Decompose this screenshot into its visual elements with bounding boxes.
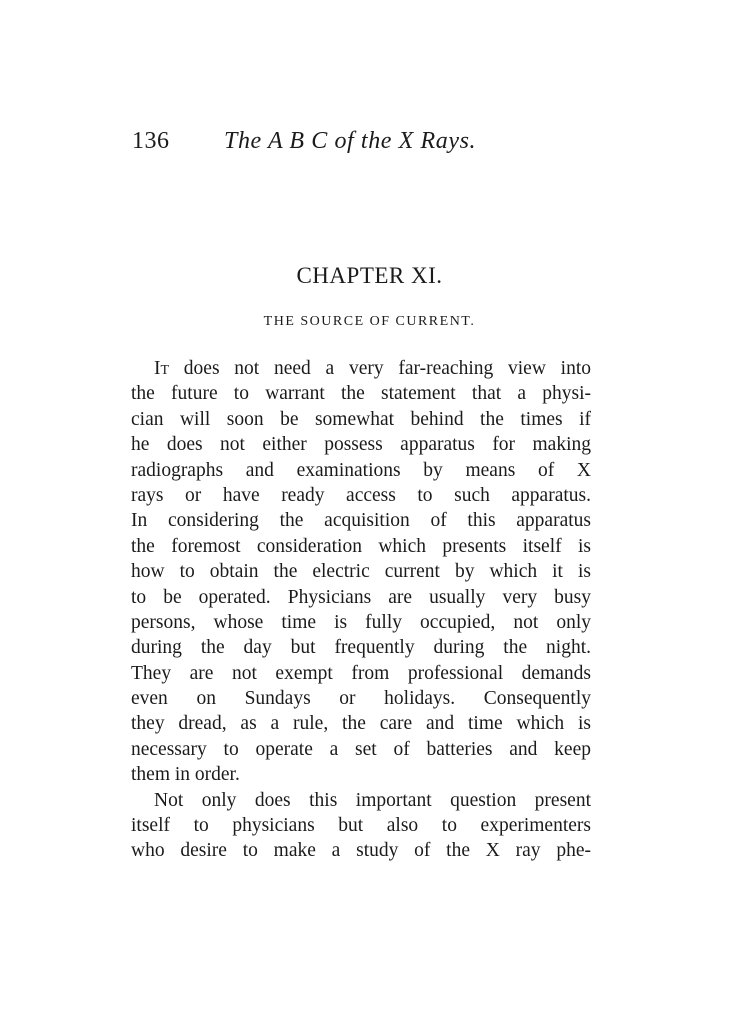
text-line: persons, whose time is fully occupied, not only [131,611,591,633]
text-line: them in order. [131,764,240,786]
text-line: necessary to operate a set of batteries and keep [131,738,591,760]
page-number: 136 [132,128,170,154]
paragraph-1 [131,356,591,788]
text-line: he does not either possess apparatus for making [131,434,591,456]
text-line: who desire to make a study of the X ray phe- [131,840,591,862]
text-line: rays or have ready access to such apparatus. [131,484,591,506]
text-line: Not only does this important question present [154,789,591,811]
text-line: In considering the acquisition of this apparatus [131,510,591,532]
text-line: how to obtain the electric current by which it is [131,561,591,583]
running-head [132,128,602,162]
text-line: the future to warrant the statement that a physi- [131,383,591,405]
running-title: The A B C of the X Rays. [224,128,477,154]
dropcap-word: It [154,358,170,379]
text-line: to be operated. Physicians are usually very busy [131,586,591,608]
text-line [131,356,591,381]
chapter-heading: CHAPTER XI. [296,263,443,288]
paragraph-2 [131,788,591,864]
text-line: during the day but frequently during the night. [131,637,591,659]
text-line: the foremost consideration which presents itself is [131,535,591,557]
text-line: radiographs and examinations by means of X [131,459,591,481]
text-line: they dread, as a rule, the care and time which is [131,713,591,735]
text-line-content: does not need a very far-reaching view into [169,358,591,379]
text-line: cian will soon be somewhat behind the times if [131,408,591,430]
text-line: itself to physicians but also to experimenters [131,815,591,837]
text-line: even on Sundays or holidays. Consequently [131,688,591,710]
section-title: THE SOURCE OF CURRENT. [263,314,476,329]
text-line: They are not exempt from professional demands [131,662,591,684]
body-text [131,356,591,864]
